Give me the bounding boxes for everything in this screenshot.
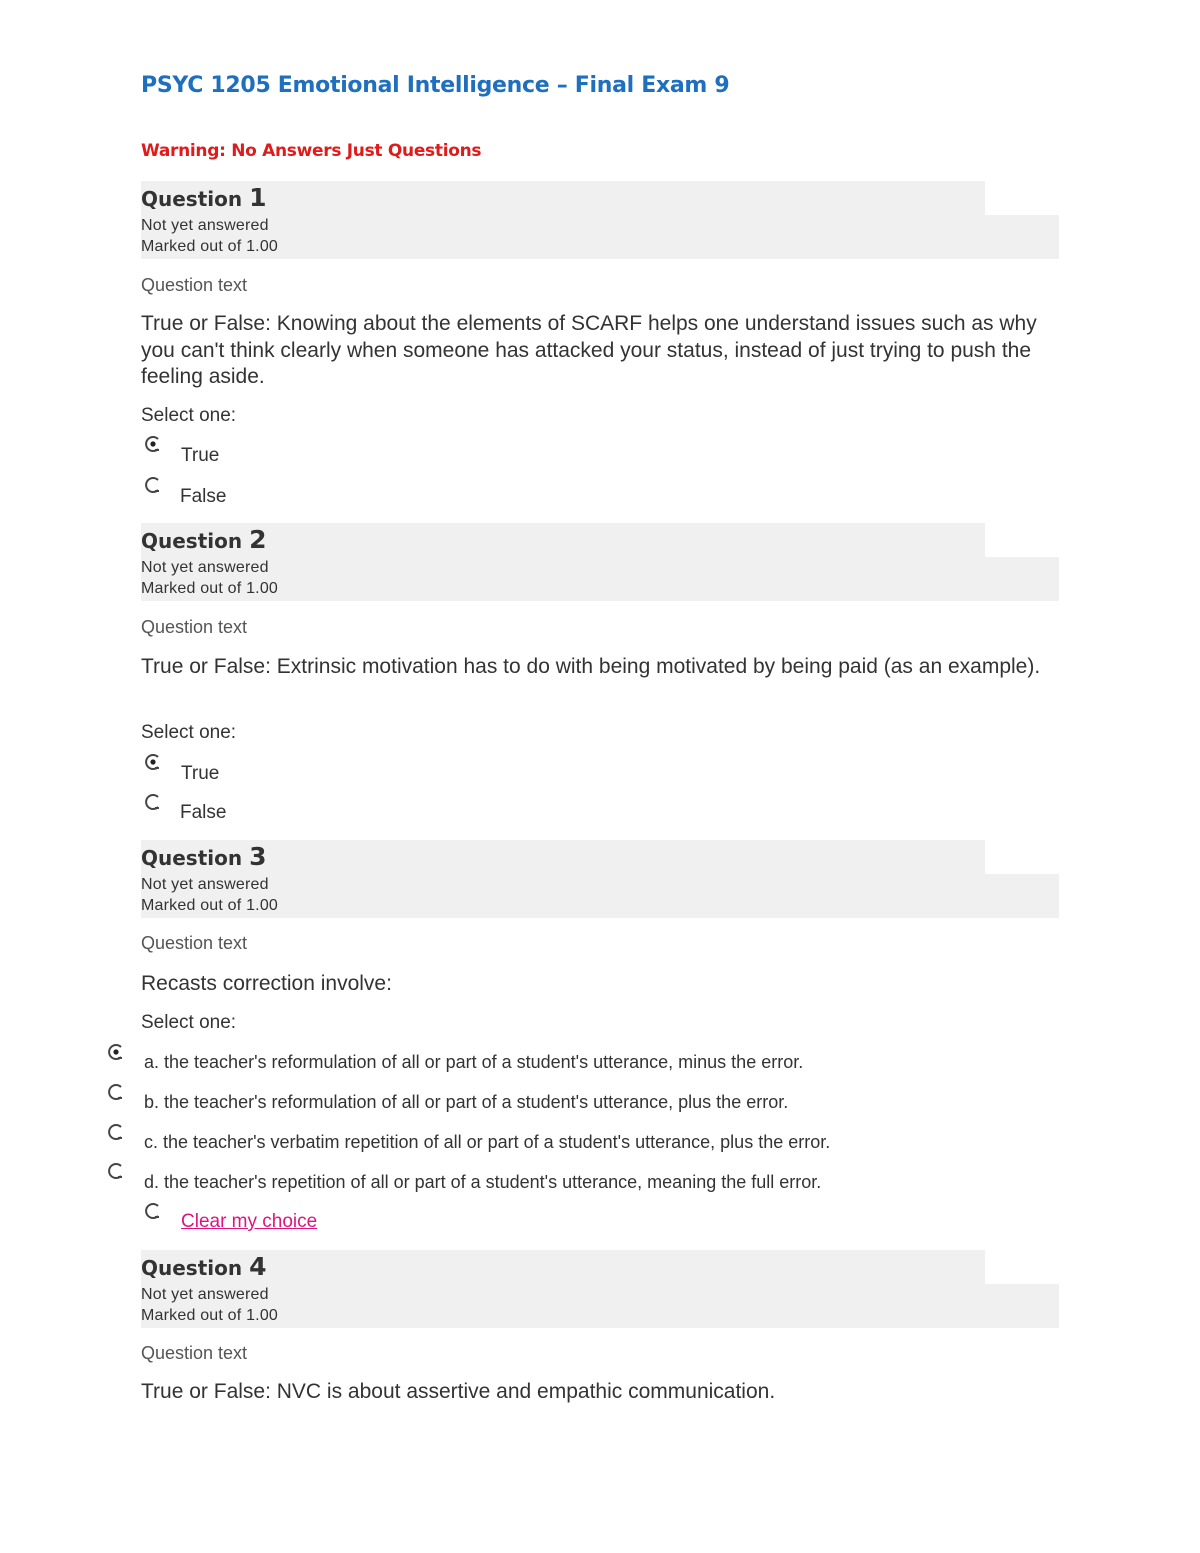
radio-option-a[interactable]	[107, 1043, 125, 1061]
question-header-bg	[141, 840, 985, 874]
question-info-bg	[141, 874, 1059, 918]
select-one-label: Select one:	[141, 405, 237, 426]
question-text: True or False: Extrinsic motivation has to do with being motivated by being paid (as an example).	[141, 655, 1041, 678]
radio-false[interactable]	[144, 793, 162, 811]
radio-true[interactable]	[144, 753, 162, 771]
question-title-label: Question	[141, 846, 243, 870]
question-header-bg	[141, 523, 985, 557]
option-true-label: True	[181, 763, 220, 784]
question-state: Not yet answered	[141, 217, 269, 234]
question-number: 4	[249, 1252, 267, 1281]
question-title	[141, 842, 266, 871]
question-title	[141, 525, 266, 554]
question-title-label: Question	[141, 1256, 243, 1280]
question-number: 2	[249, 525, 267, 554]
question-info-bg	[141, 215, 1059, 259]
radio-false[interactable]	[144, 476, 162, 494]
question-state: Not yet answered	[141, 876, 269, 893]
question-number: 3	[249, 842, 267, 871]
question-text-label: Question text	[141, 933, 248, 953]
question-number: 1	[249, 183, 267, 212]
radio-option-b[interactable]	[107, 1083, 125, 1101]
question-info-bg	[141, 1284, 1059, 1328]
radio-option-c[interactable]	[107, 1123, 125, 1141]
option-false-label: False	[180, 486, 227, 507]
question-mark: Marked out of 1.00	[141, 897, 279, 914]
radio-clear[interactable]	[144, 1202, 162, 1220]
question-mark: Marked out of 1.00	[141, 1307, 279, 1324]
question-text-label: Question text	[141, 275, 248, 295]
question-title	[141, 1252, 266, 1281]
question-text: Recasts correction involve:	[141, 972, 392, 995]
question-mark: Marked out of 1.00	[141, 238, 279, 255]
radio-option-d[interactable]	[107, 1162, 125, 1180]
question-title-label: Question	[141, 529, 243, 553]
option-b-label: b. the teacher's reformulation of all or part of a student's utterance, plus the error.	[144, 1092, 789, 1112]
question-text: True or False: NVC is about assertive and empathic communication.	[141, 1380, 776, 1403]
question-state: Not yet answered	[141, 559, 269, 576]
question-header-bg	[141, 181, 985, 215]
document-title: PSYC 1205 Emotional Intelligence – Final Exam 9	[141, 73, 730, 98]
question-text: True or False: Knowing about the elements of SCARF helps one understand issues such as why you can't think clearly when someone has attacked your status, instead of just trying to push the feeling aside.	[141, 312, 1037, 388]
option-a-label: a. the teacher's reformulation of all or part of a student's utterance, minus the error.	[144, 1052, 804, 1072]
select-one-label: Select one:	[141, 722, 237, 743]
question-text-label: Question text	[141, 617, 248, 637]
question-text-label: Question text	[141, 1343, 248, 1363]
question-title-label: Question	[141, 187, 243, 211]
question-info-bg	[141, 557, 1059, 601]
question-state: Not yet answered	[141, 1286, 269, 1303]
question-header-bg	[141, 1250, 985, 1284]
select-one-label: Select one:	[141, 1012, 237, 1033]
option-c-label: c. the teacher's verbatim repetition of all or part of a student's utterance, plus the error.	[144, 1132, 831, 1152]
clear-choice-link[interactable]: Clear my choice	[181, 1211, 318, 1232]
warning-banner: Warning: No Answers Just Questions	[141, 141, 482, 161]
question-title	[141, 183, 266, 212]
question-mark: Marked out of 1.00	[141, 580, 279, 597]
radio-true[interactable]	[144, 435, 162, 453]
option-true-label: True	[181, 445, 220, 466]
option-false-label: False	[180, 802, 227, 823]
option-d-label: d. the teacher's repetition of all or part of a student's utterance, meaning the full error.	[144, 1172, 822, 1192]
